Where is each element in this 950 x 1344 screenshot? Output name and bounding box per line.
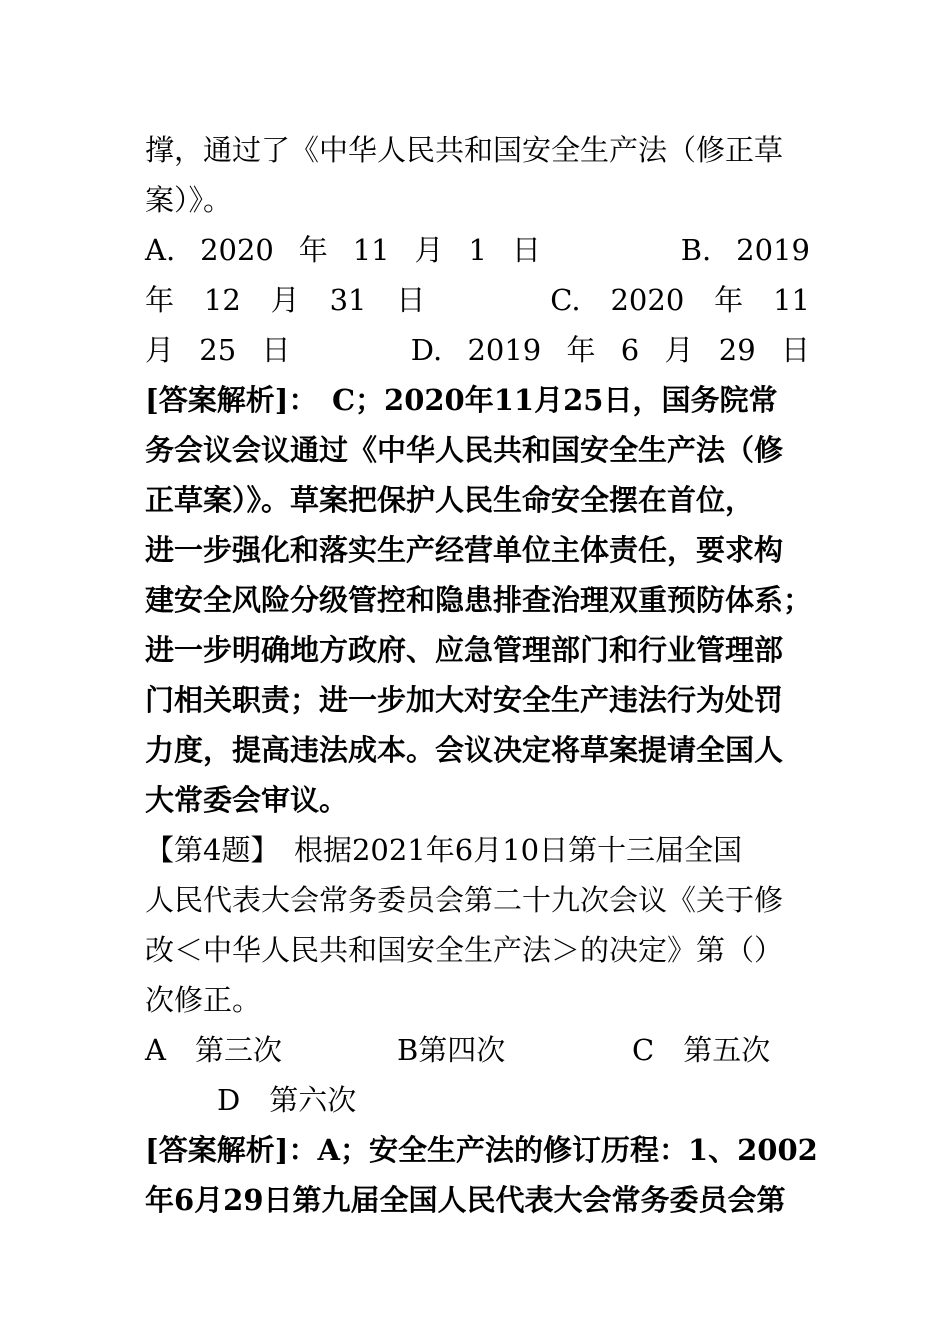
option-a-year-unit: 年 (298, 233, 328, 267)
q3-text-line: 案）》。 (145, 183, 233, 217)
answer-explanation-line: 正草案）》。草案把保护人民生命安全摆在首位， (145, 483, 755, 517)
option-a-year: 2020 (200, 233, 274, 267)
option-c-month-unit: 月 (145, 333, 175, 367)
answer-explanation-line: 进一步明确地方政府、应急管理部门和行业管理部 (145, 633, 784, 667)
option-a-day-unit: 日 (511, 233, 541, 267)
option-c-day-unit: 日 (261, 333, 291, 367)
answer-explanation-line: 年6月29日第九届全国人民代表大会常务委员会第 (145, 1183, 786, 1217)
option-d-year-unit: 年 (566, 333, 596, 367)
option-d-year: 2019 (467, 333, 542, 367)
option-c-year: 2020 (610, 283, 685, 317)
answer-explanation-line: 进一步强化和落实生产经营单位主体责任，要求构 (145, 533, 784, 567)
q3-options-line-1 (145, 230, 810, 270)
answer-explanation-line: [答案解析]： C；2020年11月25日，国务院常 (145, 383, 778, 417)
question-4-text: 次修正。 (145, 983, 262, 1017)
option-b-month-unit: 月 (270, 283, 300, 317)
option-a-label: A. (145, 233, 176, 267)
option-d-month: 6 (620, 333, 640, 367)
question-4-text: 人民代表大会常务委员会第二十九次会议《关于修 (145, 883, 784, 917)
option-a-day: 1 (468, 233, 487, 267)
q3-options-line-2 (145, 280, 810, 320)
option-d-label: D. (410, 333, 443, 367)
option-b-label: B. (680, 233, 712, 267)
option-b-day: 31 (329, 283, 367, 317)
option-d: D 第六次 (217, 1083, 357, 1117)
question-4-text: 【第4题】 根据2021年6月10日第十三届全国 (145, 833, 743, 867)
option-c-month: 11 (773, 283, 810, 317)
option-b: B第四次 (397, 1033, 506, 1067)
option-b-year: 2019 (736, 233, 810, 267)
option-a-month: 11 (352, 233, 390, 267)
option-c-year-unit: 年 (714, 283, 744, 317)
q3-text-line: 撑，通过了《中华人民共和国安全生产法（修正草 (145, 133, 784, 167)
answer-explanation-line: 门相关职责；进一步加大对安全生产违法行为处罚 (145, 683, 784, 717)
question-4-text: 改＜中华人民共和国安全生产法＞的决定》第（） (145, 933, 784, 967)
option-c: C 第五次 (632, 1033, 771, 1067)
option-b-day-unit: 日 (396, 283, 426, 317)
option-d-month-unit: 月 (664, 333, 694, 367)
option-c-day: 25 (199, 333, 237, 367)
option-d-day-unit: 日 (780, 333, 810, 367)
option-a: A 第三次 (145, 1033, 282, 1067)
option-c-label: C. (550, 283, 581, 317)
answer-explanation-line: 务会议会议通过《中华人民共和国安全生产法（修 (145, 433, 784, 467)
q3-options-line-3 (145, 330, 810, 370)
option-d-day: 29 (718, 333, 756, 367)
answer-explanation-line: 大常委会审议。 (145, 783, 349, 817)
option-b-month: 12 (203, 283, 241, 317)
answer-explanation-line: [答案解析]：A；安全生产法的修订历程：1、2002 (145, 1133, 818, 1167)
option-b-year-unit: 年 (145, 283, 175, 317)
answer-explanation-line: 建安全风险分级管控和隐患排查治理双重预防体系； (145, 583, 813, 617)
option-a-month-unit: 月 (414, 233, 444, 267)
answer-explanation-line: 力度，提高违法成本。会议决定将草案提请全国人 (145, 733, 784, 767)
